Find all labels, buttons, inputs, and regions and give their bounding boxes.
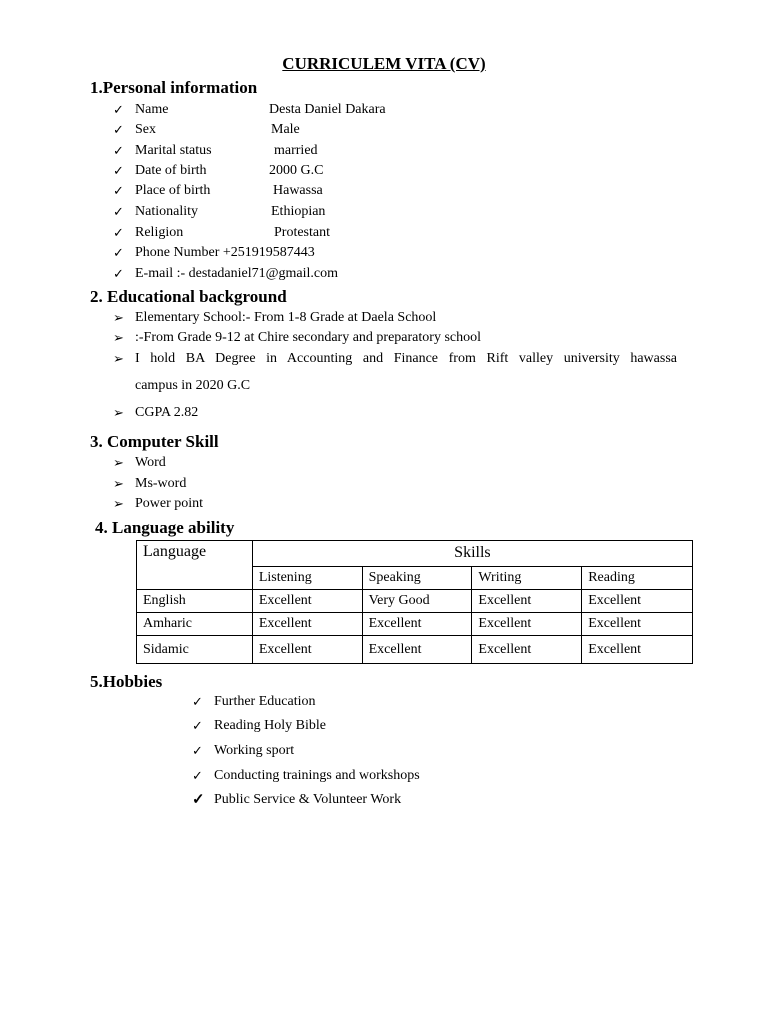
check-mark-icon: ✓	[113, 266, 124, 281]
speaking-header: Speaking	[362, 566, 472, 589]
row-value: Protestant	[274, 225, 330, 240]
table-cell: Excellent	[252, 613, 362, 636]
row-label: Nationality	[135, 204, 198, 219]
phone-number: Phone Number +251919587443	[135, 245, 315, 260]
language-name: Sidamic	[137, 636, 253, 664]
row-label: Name	[135, 102, 169, 117]
check-mark-icon: ✓	[113, 102, 124, 117]
table-cell: Excellent	[582, 590, 693, 613]
reading-header: Reading	[582, 566, 693, 589]
table-cell: Excellent	[582, 613, 693, 636]
language-column-header: Language	[137, 541, 253, 590]
row-label: Marital status	[135, 143, 212, 158]
check-mark-icon: ✓	[113, 183, 124, 198]
language-name: Amharic	[137, 613, 253, 636]
table-cell: Excellent	[252, 590, 362, 613]
skills-column-header: Skills	[252, 541, 692, 567]
table-cell: Excellent	[362, 636, 472, 664]
arrowhead-bullet-icon: ➢	[113, 310, 124, 325]
hobbies-heading: 5.Hobbies	[90, 672, 163, 691]
table-cell: Excellent	[472, 636, 582, 664]
table-row	[137, 636, 693, 664]
table-cell: Excellent	[582, 636, 693, 664]
table-row	[137, 613, 693, 636]
row-label: Date of birth	[135, 163, 207, 178]
arrowhead-bullet-icon: ➢	[113, 351, 124, 366]
table-header-row	[137, 541, 693, 567]
row-label: Place of birth	[135, 183, 211, 198]
computer-skill-heading: 3. Computer Skill	[90, 432, 219, 451]
check-mark-icon: ✓	[113, 225, 124, 240]
email-address: E-mail :- destadaniel71@gmail.com	[135, 266, 338, 281]
arrowhead-bullet-icon: ➢	[113, 330, 124, 345]
table-cell: Excellent	[362, 613, 472, 636]
row-label: Religion	[135, 225, 184, 240]
row-value: Desta Daniel Dakara	[269, 102, 386, 117]
check-mark-icon: ✓	[192, 792, 205, 808]
check-mark-icon: ✓	[113, 163, 124, 178]
check-mark-icon: ✓	[192, 718, 203, 733]
row-value: married	[274, 143, 318, 158]
personal-info-heading: 1.Personal information	[90, 78, 258, 97]
language-name: English	[137, 590, 253, 613]
education-heading: 2. Educational background	[90, 287, 287, 306]
row-value: 2000 G.C	[269, 163, 324, 178]
row-value: Ethiopian	[271, 204, 326, 219]
document-title: CURRICULEM VITA (CV)	[282, 54, 486, 73]
check-mark-icon: ✓	[113, 143, 124, 158]
education-degree-continuation: campus in 2020 G.C	[135, 378, 251, 393]
education-degree-line: I hold BA Degree in Accounting and Finance from Rift valley university hawassa	[135, 351, 677, 366]
table-cell: Excellent	[472, 590, 582, 613]
writing-header: Writing	[472, 566, 582, 589]
table-cell: Excellent	[252, 636, 362, 664]
arrowhead-bullet-icon: ➢	[113, 476, 124, 491]
check-mark-icon: ✓	[113, 245, 124, 260]
table-cell: Excellent	[472, 613, 582, 636]
arrowhead-bullet-icon: ➢	[113, 405, 124, 420]
row-label: Sex	[135, 122, 156, 137]
language-ability-heading: 4. Language ability	[95, 518, 235, 537]
check-mark-icon: ✓	[192, 743, 203, 758]
language-table	[136, 540, 693, 664]
listening-header: Listening	[252, 566, 362, 589]
check-mark-icon: ✓	[192, 694, 203, 709]
check-mark-icon: ✓	[113, 122, 124, 137]
check-mark-icon: ✓	[113, 204, 124, 219]
table-cell: Very Good	[362, 590, 472, 613]
row-value: Hawassa	[273, 183, 323, 198]
check-mark-icon: ✓	[192, 768, 203, 783]
table-row	[137, 590, 693, 613]
row-value: Male	[271, 122, 300, 137]
cv-page: CURRICULEM VITA (CV) 1.Personal information ✓ Name Desta Daniel Dakara ✓ Sex Male ✓ Marital status married ✓ Date of birth 2000 G.C ✓ Place of birth Hawassa ✓ Nationality Ethiopian ✓ Religion Protestant ✓ Phone Number +251919587443 ✓ E-mail :- destadaniel71@gmail.com 2. Educational background ➢ Elementary School:- From 1-8 Grade at Daela School ➢ :-From Grade 9-12 at Chire secondary and preparatory school ➢ I hold BA Degree in Accounting and Finance from Rift valley university hawassa campus in 2020 G.C ➢ CGPA 2.82 3. Computer Skill ➢ Word ➢ Ms-word ➢ Power point 4. Language ability Language Skills Listening Speaking Writing Reading English Excellent Very Good Excellent Excellent Amharic Excellent Excellent Excellent Excellent Sidamic Excellent Excellent Excellent Excellent 5.Hobbies ✓ Further Education ✓ Reading Holy Bible ✓ Working sport ✓ Conducting trainings and workshops ✓ Public Service & Volunteer Work	[0, 0, 768, 1024]
arrowhead-bullet-icon: ➢	[113, 455, 124, 470]
arrowhead-bullet-icon: ➢	[113, 496, 124, 511]
